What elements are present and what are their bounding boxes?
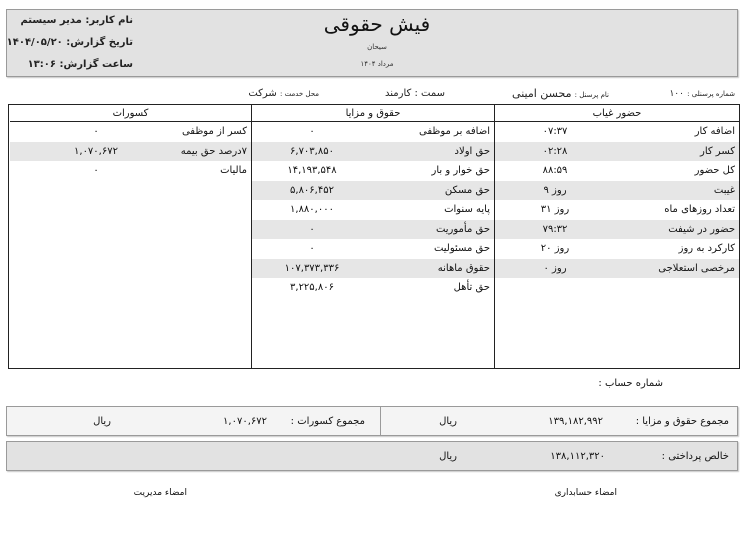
deductions-header: کسورات [10,105,251,122]
benefit-row [252,239,494,259]
user-value: مدیر سیستم [20,15,82,26]
deduction-row-value: ۰ [93,165,99,176]
attendance-row-value: ۰۲:۲۸ [542,145,568,157]
attendance-row-label: حضور در شیفت [668,223,735,235]
attendance-row-label: کل حضور [694,165,735,176]
attendance-row [495,200,739,220]
attendance-row [495,220,739,240]
benefit-row-label: حق تأهل [453,282,490,293]
net-pay-value: ۱۳۸,۱۱۲,۳۲۰ [550,451,605,462]
benefit-row [252,122,494,142]
attendance-row-value: ۳۱ روز [540,204,570,215]
benefit-row-value: ۱۴,۱۹۳,۵۴۸ [287,165,337,176]
employee-workplace: محل خدمت : شرکت [248,88,319,99]
deduction-row-label: مالیات [220,165,247,176]
attendance-row [495,181,739,201]
deduction-row-value: ۰ [93,126,99,137]
report-time-value: ۱۳:۰۶ [27,59,56,70]
benefit-row [252,220,494,240]
attendance-row-label: کارکرد به روز [678,243,735,254]
attendance-row-label: اضافه کار [694,126,735,137]
net-pay-label: خالص پرداختی : [661,451,729,462]
benefit-row-value: ۵,۸۰۶,۴۵۲ [290,184,334,196]
total-benefits-label: مجموع حقوق و مزایا : [635,416,729,427]
period-month: مرداد [377,60,394,68]
benefit-row-value: ۰ [309,243,315,254]
employee-id: شماره پرسنلی : ۱۰۰ [669,89,735,99]
total-deductions-label: مجموع کسورات : [290,416,365,427]
report-time-line: ساعت گزارش: ۱۳:۰۶ [27,59,133,70]
attendance-row-label: مرخصی استعلاجی [658,262,735,274]
benefit-row-label: حق مسکن [444,184,490,196]
benefit-row [252,181,494,201]
attendance-row [495,161,739,181]
benefit-row-label: اضافه بر موظفی [419,126,490,137]
deductions-section [10,105,251,368]
benefit-row-value: ۱۰۷,۳۷۳,۳۳۶ [284,262,340,274]
attendance-row-value: ۰۷:۳۷ [542,126,568,137]
benefit-row-label: حقوق ماهانه [437,262,490,274]
benefit-row-value: ۳,۲۲۵,۸۰۶ [290,282,334,293]
benefit-row [252,161,494,181]
accounting-signature: امضاء حسابداری [554,488,617,498]
net-pay-box [6,441,738,471]
benefit-row [252,142,494,162]
attendance-header: حضور غیاب [495,105,739,122]
total-deductions-unit: ریال [93,416,111,427]
report-meta [6,10,133,78]
benefits-header: حقوق و مزایا [252,105,494,122]
total-benefits-value: ۱۳۹,۱۸۲,۹۹۲ [548,416,603,427]
attendance-row-value: ۹ روز [543,184,567,196]
net-pay-unit: ریال [439,451,457,462]
attendance-row-value: ۰ روز [543,262,567,274]
deduction-row [10,122,251,142]
account-number: شماره حساب : [598,378,663,389]
deduction-row-label: کسر از موظفی [181,126,247,137]
attendance-row [495,259,739,279]
user-line: نام کاربر: مدیر سیستم [20,15,133,26]
report-date-line: تاریخ گزارش: ۱۴۰۴/۰۵/۲۰ [6,37,133,48]
benefit-row-value: ۰ [309,126,315,137]
page-title: فیش حقوقی [323,12,431,36]
benefit-row [252,278,494,298]
benefit-row-label: حق اولاد [454,145,490,157]
benefit-row-label: حق خوار و بار [431,165,490,176]
attendance-row-value: ۸۸:۵۹ [542,165,568,176]
total-deductions-value: ۱,۰۷۰,۶۷۲ [223,416,267,427]
deduction-row-label: ۷درصد حق بیمه [180,145,247,157]
employee-position: سمت : کارمند [385,88,445,99]
management-signature: امضاء مدیریت [133,488,187,498]
deduction-row [10,142,251,162]
employee-name: نام پرسنل : محسن امینی [512,87,609,100]
benefit-row [252,200,494,220]
attendance-row [495,142,739,162]
totals-box [6,406,738,436]
period-year: ۱۴۰۴ [360,60,376,68]
report-date-value: ۱۴۰۴/۰۵/۲۰ [6,37,63,48]
benefit-row-label: پایه سنوات [444,204,490,215]
total-benefits-unit: ریال [439,416,457,427]
benefit-row-value: ۰ [309,223,315,235]
benefit-row-value: ۱,۸۸۰,۰۰۰ [290,204,334,215]
report-header [6,9,738,77]
deduction-row [10,161,251,181]
payslip-table [8,104,740,369]
attendance-row-label: تعداد روزهای ماه [664,204,735,215]
benefit-row-value: ۶,۷۰۳,۸۵۰ [290,145,334,157]
deduction-row-value: ۱,۰۷۰,۶۷۲ [74,145,118,157]
employee-info [0,86,749,102]
attendance-row-value: ۲۰ روز [540,243,570,254]
attendance-row-value: ۷۹:۳۲ [542,223,568,235]
benefit-row [252,259,494,279]
benefits-section [251,105,495,368]
benefit-row-label: حق مأموریت [435,223,490,235]
attendance-row-label: غیبت [713,184,735,196]
benefit-row-label: حق مسئولیت [433,243,490,254]
attendance-section [495,105,739,368]
totals-divider [380,407,381,435]
attendance-row [495,122,739,142]
company-name: سیحان [367,43,387,51]
attendance-row-label: کسر کار [699,145,735,157]
attendance-row [495,239,739,259]
pay-period [287,60,467,68]
